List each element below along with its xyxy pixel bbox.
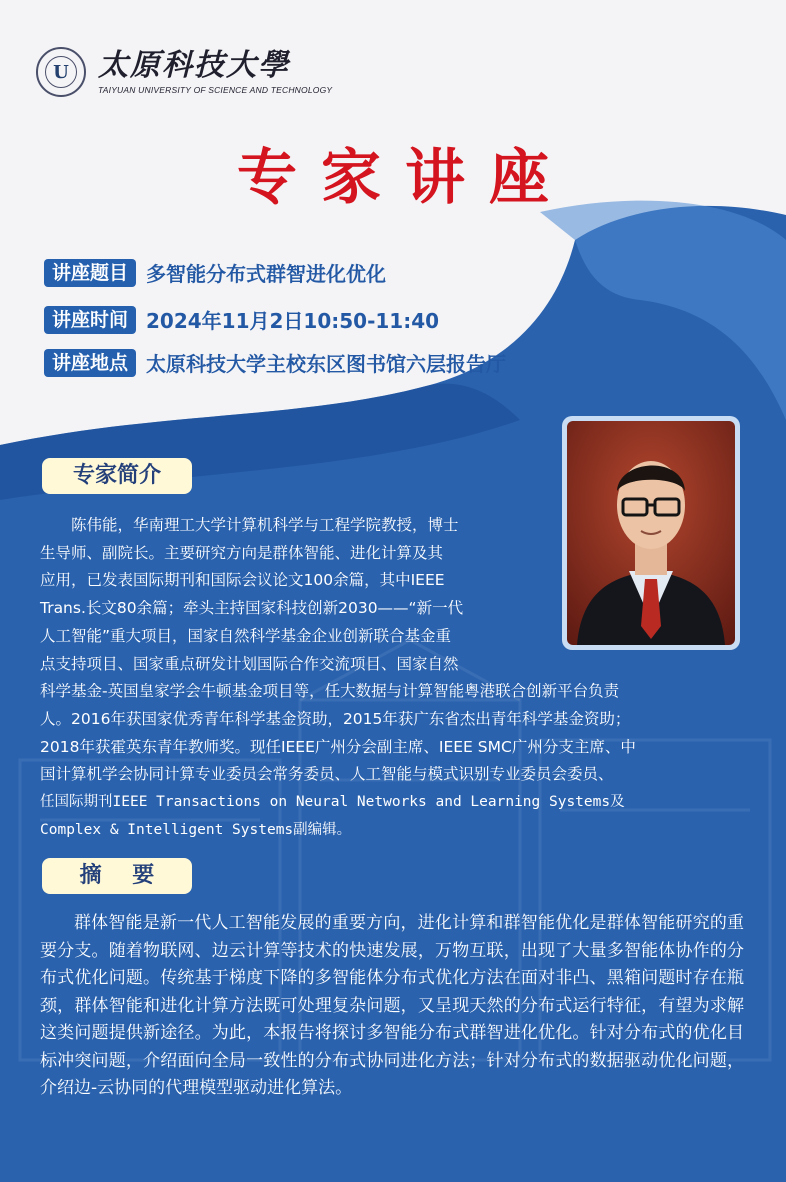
bio-line: 应用，已发表国际期刊和国际会议论文100余篇，其中IEEE — [40, 571, 445, 590]
info-label-topic: 讲座题目 — [44, 259, 136, 287]
bio-line: 人工智能”重大项目，国家自然科学基金企业创新联合基金重 — [40, 626, 452, 645]
bio-line: 人。2016年获国家优秀青年科学基金资助，2015年获广东省杰出青年科学基金资助； — [40, 709, 631, 728]
info-row-topic — [44, 258, 386, 287]
university-name-en: TAIYUAN UNIVERSITY OF SCIENCE AND TECHNOLOGY — [98, 85, 333, 95]
bio-line: 2018年获霍英东青年教师奖。现任IEEE广州分会副主席、IEEE SMC广州分支主席、中 — [40, 737, 636, 756]
bio-line: 任国际期刊IEEE Transactions on Neural Networks and Learning Systems及 — [40, 794, 625, 811]
info-label-location: 讲座地点 — [44, 349, 136, 377]
info-row-time — [44, 305, 439, 334]
bio-line: Trans.长文80余篇；牵头主持国家科技创新2030——“新一代 — [40, 599, 464, 618]
bio-line: 国计算机学会协同计算专业委员会常务委员、人工智能与模式识别专业委员会委员、 — [40, 765, 614, 784]
info-value-time: 2024年11月2日10:50-11:40 — [146, 309, 440, 333]
abstract-heading: 摘 要 — [42, 858, 192, 894]
university-logo — [36, 44, 332, 100]
university-seal-icon — [36, 47, 86, 97]
seal-letter: U — [45, 56, 77, 88]
bio-heading: 专家简介 — [42, 458, 192, 494]
abstract-paragraph: 群体智能是新一代人工智能发展的重要方向，进化计算和群智能优化是群体智能研究的重要分支。随着物联网、边云计算等技术的快速发展，万物互联，出现了大量多智能体协作的分布式优化问题。传统基于梯度下降的多智能体分布式优化方法在面对非凸、黑箱问题时存在瓶颈，群体智能和进化计算方法既可处理复杂问题，又呈现天然的分布式运行特征，有望为求解这类问题提供新途径。为此，本报告将探讨多智能分布式群智进化优化。针对分布式的优化目标冲突问题，介绍面向全局一致性的分布式协同进化方法；针对分布式的数据驱动优化问题，介绍边-云协同的代理模型驱动进化算法。 — [40, 913, 744, 1098]
abstract-text — [40, 910, 744, 1103]
bio-line: 点支持项目、国家重点研发计划国际合作交流项目、国家自然 — [40, 654, 459, 673]
main-title: 专家讲座 — [237, 143, 573, 213]
bio-line: 生导师、副院长。主要研究方向是群体智能、进化计算及其 — [40, 543, 444, 562]
info-label-time: 讲座时间 — [44, 306, 136, 334]
info-value-topic: 多智能分布式群智进化优化 — [146, 262, 387, 286]
university-name-cn: 太原科技大學 — [98, 48, 290, 83]
info-row-location — [44, 348, 506, 377]
bio-text — [40, 512, 744, 844]
bio-line: Complex & Intelligent Systems副编辑。 — [40, 821, 352, 838]
info-value-location: 太原科技大学主校东区图书馆六层报告厅 — [146, 352, 507, 376]
bio-line: 陈伟能，华南理工大学计算机科学与工程学院教授，博士 — [71, 516, 459, 534]
bio-line: 科学基金-英国皇家学会牛顿基金项目等，任大数据与计算智能粤港联合创新平台负责 — [40, 682, 620, 701]
